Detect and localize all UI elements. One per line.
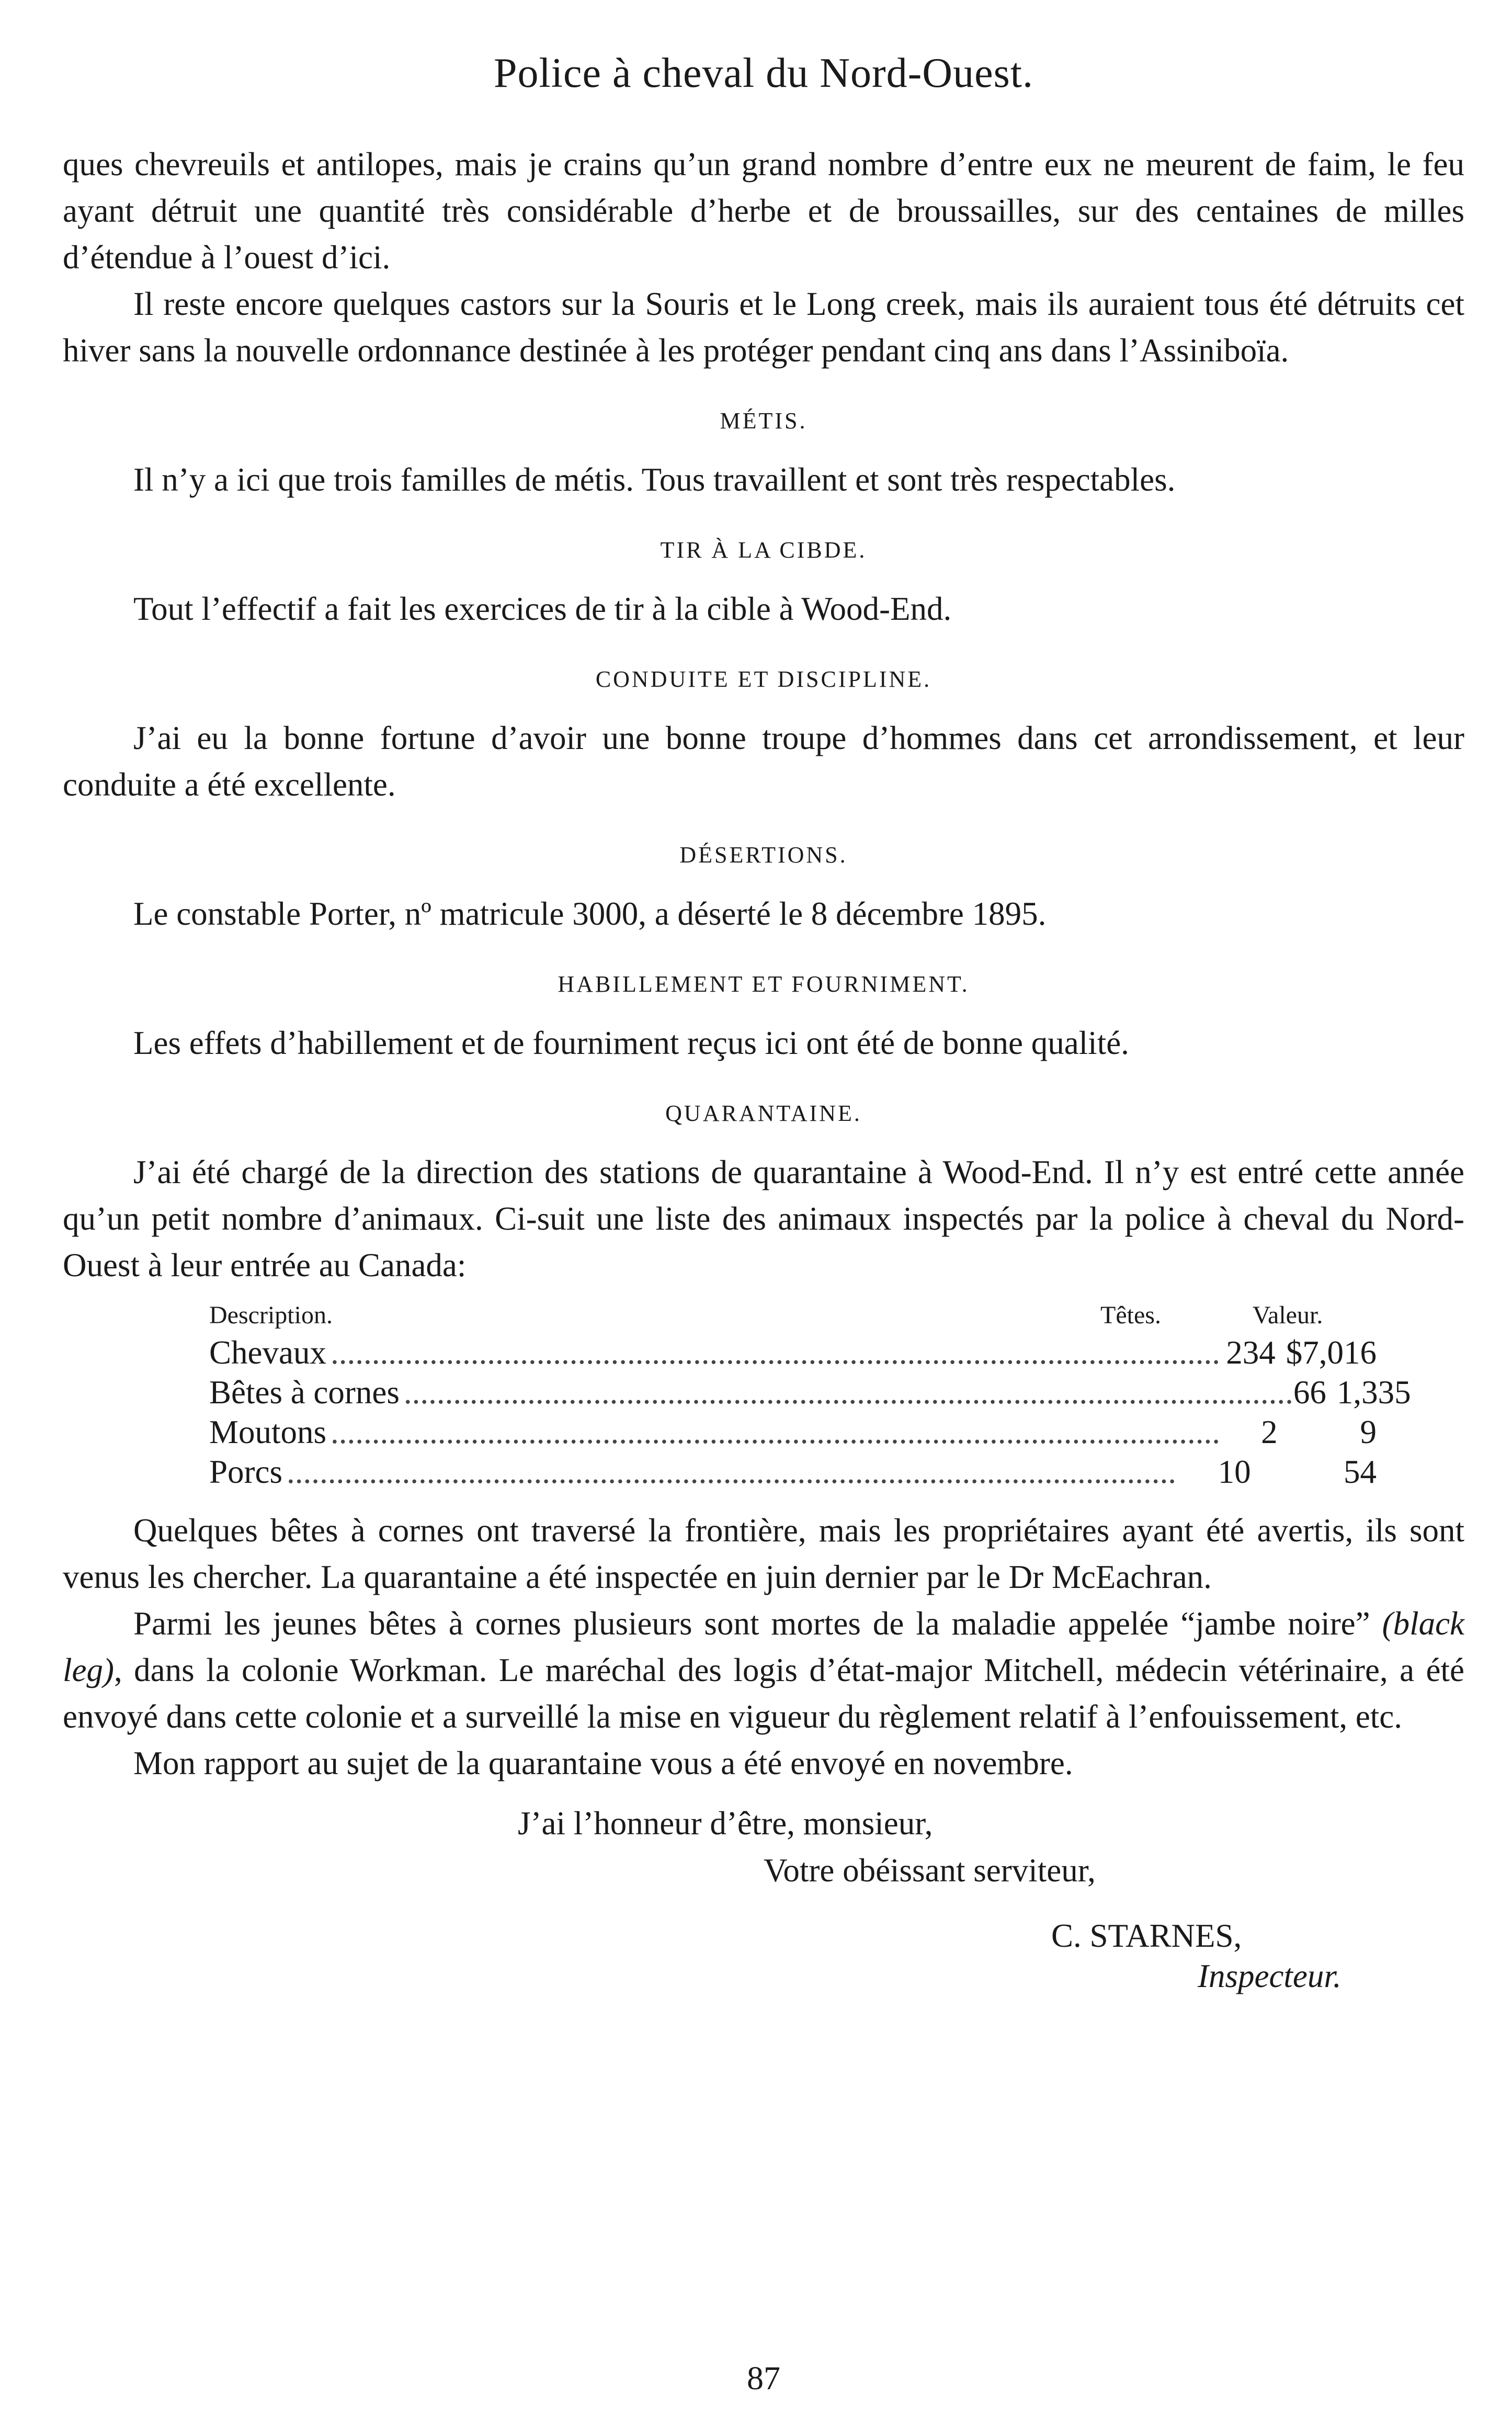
- table-row: [209, 1333, 1381, 1372]
- row-valeur: 9: [1360, 1414, 1377, 1450]
- leader-dots: ............................................................................................................: [403, 1374, 1293, 1411]
- servant-line: Votre obéissant serviteur,: [764, 1852, 1096, 1889]
- intro-paragraph-1: ques chevreuils et antilopes, mais je crains qu’un grand nombre d’entre eux ne meurent de faim, le feu ayant détruit une quantité très considérable d’herbe et de broussailles, sur des centaines de milles d’étendue à l’ouest d’ici.: [63, 146, 1464, 276]
- row-valeur: 54: [1344, 1454, 1377, 1490]
- habillement-paragraph: Les effets d’habillement et de fourniment reçus ici ont été de bonne qualité.: [133, 1025, 1129, 1061]
- closing-paragraph-2: [63, 1601, 1464, 1740]
- heading-conduite: CONDUITE ET DISCIPLINE.: [595, 666, 932, 692]
- leader-dots: ............................................................................................................: [287, 1454, 1176, 1490]
- document-page: [63, 0, 1464, 2429]
- heading-quarantaine: QUARANTAINE.: [665, 1100, 862, 1126]
- salutation-line: J’ai l’honneur d’être, monsieur,: [518, 1805, 933, 1842]
- heading-tir: TIR À LA CIBDE.: [660, 537, 867, 563]
- intro-paragraph-2: Il reste encore quelques castors sur la Souris et le Long creek, mais ils auraient tous été détruits cet hiver sans la nouvelle ordonnance destinée à les protéger pendant cinq ans dans l’Assiniboïa.: [63, 286, 1464, 369]
- heading-desertions: DÉSERTIONS.: [679, 842, 848, 868]
- page-number: 87: [747, 2359, 780, 2397]
- running-title: Police à cheval du Nord-Ouest.: [494, 50, 1033, 96]
- row-description: Bêtes à cornes: [209, 1374, 400, 1411]
- closing-paragraph-1: Quelques bêtes à cornes ont traversé la frontière, mais les propriétaires ayant été avertis, ils sont venus les chercher. La quarantaine a été inspectée en juin dernier par le Dr McEachran.: [63, 1512, 1464, 1595]
- table-row: [209, 1452, 1381, 1492]
- metis-paragraph: Il n’y a ici que trois familles de métis. Tous travaillent et sont très respectables.: [133, 461, 1176, 498]
- row-tetes: 66: [1293, 1374, 1326, 1411]
- header-valeur: Valeur.: [1252, 1301, 1323, 1329]
- table-row: [209, 1412, 1381, 1452]
- row-description: Porcs: [209, 1454, 282, 1490]
- table-header-row: [209, 1298, 1381, 1333]
- header-tetes: Têtes.: [1100, 1301, 1161, 1329]
- header-description: Description.: [209, 1301, 333, 1329]
- row-valeur: 1,335: [1336, 1374, 1411, 1411]
- table-row: [209, 1372, 1411, 1412]
- row-description: Moutons: [209, 1414, 327, 1450]
- row-description: Chevaux: [209, 1334, 326, 1371]
- leader-dots: ............................................................................................................: [331, 1414, 1221, 1450]
- row-tetes: 10: [1218, 1454, 1251, 1490]
- heading-metis: MÉTIS.: [720, 408, 808, 434]
- desertions-paragraph: Le constable Porter, nº matricule 3000, a déserté le 8 décembre 1895.: [133, 895, 1047, 932]
- row-valeur: $7,016: [1286, 1334, 1377, 1371]
- quarantaine-paragraph: J’ai été chargé de la direction des stations de quarantaine à Wood-End. Il n’y est entré cette année qu’un petit nombre d’animaux. Ci-suit une liste des animaux inspectés par la police à cheval du Nord-Ouest à leur entrée au Canada:: [63, 1154, 1464, 1284]
- tir-paragraph: Tout l’effectif a fait les exercices de tir à la cible à Wood-End.: [133, 591, 952, 627]
- heading-habillement: HABILLEMENT ET FOURNIMENT.: [558, 971, 970, 997]
- closing-paragraph-2-b: , dans la colonie Workman. Le maréchal des logis d’état-major Mitchell, médecin vétérinaire, a été envoyé dans cette colonie et a surveillé la mise en vigueur du règlement relatif à l’enfouissement, etc.: [63, 1652, 1464, 1735]
- closing-paragraph-2-italic: (black leg): [63, 1605, 1465, 1688]
- row-tetes: 2: [1261, 1414, 1278, 1450]
- animals-table: [63, 1298, 1411, 1492]
- signature-block: [63, 1802, 1464, 2074]
- row-tetes: 234: [1226, 1334, 1276, 1371]
- closing-paragraph-3: Mon rapport au sujet de la quarantaine vous a été envoyé en novembre.: [133, 1745, 1073, 1781]
- leader-dots: ............................................................................................................: [330, 1334, 1220, 1371]
- body-text: [63, 141, 1464, 2074]
- closing-paragraph-2-a: Parmi les jeunes bêtes à cornes plusieurs sont mortes de la maladie appelée “jambe noire”: [133, 1605, 1370, 1642]
- conduite-paragraph: J’ai eu la bonne fortune d’avoir une bonne troupe d’hommes dans cet arrondissement, et leur conduite a été excellente.: [63, 720, 1464, 803]
- signatory-title: Inspecteur.: [1198, 1958, 1342, 1994]
- signatory-name: C. STARNES,: [1051, 1917, 1242, 1954]
